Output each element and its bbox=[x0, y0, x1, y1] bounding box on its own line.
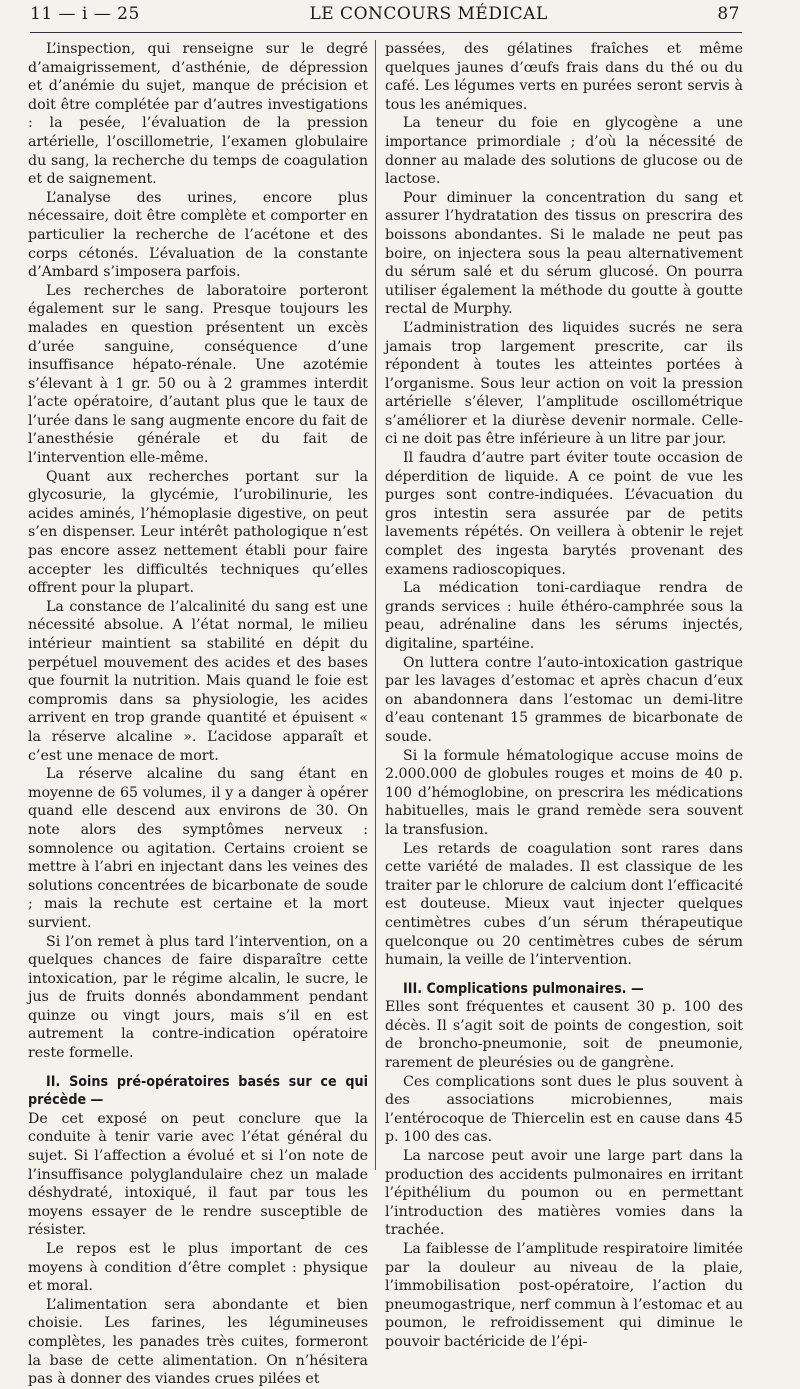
paragraph: L’administration des liquides sucrés ne sera jamais trop largement prescrite, car ils répondent à toutes les atteintes portées à l’organisme. Sous leur action on voit la pression artérielle s’élever, l’amplitude oscillométrique s’améliorer et la diurèse devenir normale. Celle-ci ne doit pas être inférieure à un litre par jour. bbox=[385, 319, 743, 448]
paragraph: L’inspection, qui renseigne sur le degré d’amaigrissement, d’asthénie, de dépression et d’anémie du sujet, manque de précision et doit être complétée par d’autres investigations : la pesée, l’évaluation de la pression artérielle, l’oscillometrie, l’examen globulaire du sang, la recherche du temps de coagulation et de saignement. bbox=[28, 41, 368, 188]
paragraph: La médication toni-cardiaque rendra de grands services : huile éthéro-camphrée sous la peau, adrénaline dans les sérums injectés, digitaline, spartéine. bbox=[385, 580, 743, 652]
paragraph: Ces complications sont dues le plus souvent à des associations microbiennes, mais l’entérocoque de Thiercelin est en cause dans 45 p. 100 des cas. bbox=[385, 1073, 743, 1146]
paragraph: La narcose peut avoir une large part dans la production des accidents pulmonaires en irritant l’épithélium du poumon ou en permettant l’introduction des matières vomies dans la trachée. bbox=[385, 1148, 743, 1239]
running-header bbox=[30, 4, 740, 30]
journal-title: LE CONCOURS MÉDICAL bbox=[309, 4, 548, 24]
paragraph: L’alimentation sera abondante et bien choisie. Les farines, les légumineuses complètes, les panades très cuites, formeront la base de cette alimentation. On n’hésitera pas à donner des viandes crues pilées et bbox=[28, 1296, 368, 1388]
paragraph: La teneur du foie en glycogène a une importance primordiale ; d’où la nécessité de donner au malade des solutions de glucose ou de lactose. bbox=[385, 115, 743, 188]
section-heading: III. Complications pulmonaires. — bbox=[403, 980, 644, 997]
paragraph: passées, des gélatines fraîches et même quelques jaunes d’œufs frais dans du thé ou du café. Les légumes verts en purées seront servis à tous les anémiques. bbox=[385, 41, 743, 113]
paragraph: Il faudra d’autre part éviter toute occasion de déperdition de liquide. A ce point de vue les purges sont contre-indiquées. L’évacuation du gros intestin sera assurée par de petits lavements répétés. On veillera à obtenir le rejet complet des ingesta barytés provenant des examens radioscopiques. bbox=[385, 450, 743, 578]
paragraph: La constance de l’alcalinité du sang est une nécessité absolue. A l’état normal, le milieu intérieur maintient sa stabilité en dépit du perpétuel mouvement des acides et des bases que fournit la nutrition. Mais quand le foie est compromis dans sa physiologie, les acides arrivent en trop grande quantité et épuisent « la réserve alcaline ». L’acidose apparaît et c’est une menace de mort. bbox=[28, 598, 368, 764]
paragraph: La faiblesse de l’amplitude respiratoire limitée par la douleur au niveau de la plaie, l’immobilisation post-opératoire, l’action du pneumogastrique, nerf commun à l’estomac et au poumon, le refroidissement qui diminue le pouvoir bactéricide de l’épi- bbox=[385, 1241, 743, 1350]
right-column bbox=[385, 40, 743, 1350]
paragraph: Les retards de coagulation sont rares dans cette variété de malades. Il est classique de les traiter par le chlorure de calcium dont l’efficacité est douteuse. Mieux vaut injecter quelques centimètres cubes d’un sérum thérapeutique quelconque ou 20 centimètres cubes de sérum humain, la veille de l’intervention. bbox=[385, 840, 743, 969]
header-rule bbox=[30, 32, 742, 33]
paragraph: De cet exposé on peut conclure que la conduite à tenir varie avec l’état général du sujet. Si l’affection a évolué et si l’on note de l’insuffisance polyglandulaire chez un malade déshydraté, intoxiqué, il faut par tous les moyens essayer de le rendre susceptible de résister. bbox=[28, 1110, 368, 1239]
page-number: 87 bbox=[717, 4, 740, 24]
paragraph: Les recherches de laboratoire porteront également sur le sang. Presque toujours les malades en question présentent un excès d’urée sanguine, conséquence d’une insuffisance hépato-rénale. Une azotémie s’élevant à 1 gr. 50 ou à 2 grammes interdit l’acte opératoire, d’autant plus que le taux de l’urée dans le sang augmente encore du fait de l’anesthésie générale et du fait de l’intervention elle-même. bbox=[28, 282, 368, 467]
issue-date: 11 — i — 25 bbox=[30, 4, 140, 24]
paragraph: Le repos est le plus important de ces moyens à condition d’être complet : physique et moral. bbox=[28, 1241, 368, 1295]
paragraph: On luttera contre l’auto-intoxication gastrique par les lavages d’estomac et après chacun d’eux on abandonnera dans l’estomac un demi-litre d’eau contenant 15 grammes de bicarbonate de soude. bbox=[385, 654, 743, 745]
paragraph: Si l’on remet à plus tard l’intervention, on a quelques chances de faire disparaître cette intoxication, par le régime alcalin, le sucre, le jus de fruits donnés abondamment pendant quinze ou vingt jours, mais s’il en est autrement la contre-indication opératoire reste formelle. bbox=[28, 933, 368, 1062]
paragraph: Pour diminuer la concentration du sang et assurer l’hydratation des tissus on prescrira des boissons abondantes. Si le malade ne peut pas boire, on injectera sous la peau alternativement du sérum salé et du sérum glucosé. On pourra utiliser également la méthode du goutte à goutte rectal de Murphy. bbox=[385, 189, 743, 318]
paragraph: Si la formule hématologique accuse moins de 2.000.000 de globules rouges et moins de 40 p. 100 d’hémoglobine, on prescrira les médications habituelles, mais le grand remède sera souvent la transfusion. bbox=[385, 747, 743, 838]
paragraph: Elles sont fréquentes et causent 30 p. 100 des décès. Il s’agit soit de points de congestion, soit de broncho-pneumonie, soit de pneumonie, rarement de pleurésies ou de gangrène. bbox=[385, 999, 743, 1072]
column-divider bbox=[375, 40, 376, 1170]
paragraph: L’analyse des urines, encore plus nécessaire, doit être complète et comporter en particulier la recherche de l’acétone et des corps cétonés. L’évaluation de la constante d’Ambard s’imposera parfois. bbox=[28, 189, 368, 281]
section-heading: II. Soins pré-opératoires basés sur ce qui précède — bbox=[28, 1073, 368, 1109]
paragraph: Quant aux recherches portant sur la glycosurie, la glycémie, l’urobilinurie, les acides aminés, l’hémoplasie digestive, on peut s’en dispenser. Leur intérêt pathologique n’est pas encore assez nettement établi pour faire accepter les difficultés techniques qu’elles offrent pour la plupart. bbox=[28, 468, 368, 597]
paragraph: La réserve alcaline du sang étant en moyenne de 65 volumes, il y a danger à opérer quand elle descend aux environs de 30. On note alors des symptômes nerveux : somnolence ou agitation. Certains croient se mettre à l’abri en injectant dans les veines des solutions concentrées de bicarbonate de soude ; mais la rechute est certaine et la mort survient. bbox=[28, 766, 368, 931]
left-column bbox=[28, 40, 368, 1388]
